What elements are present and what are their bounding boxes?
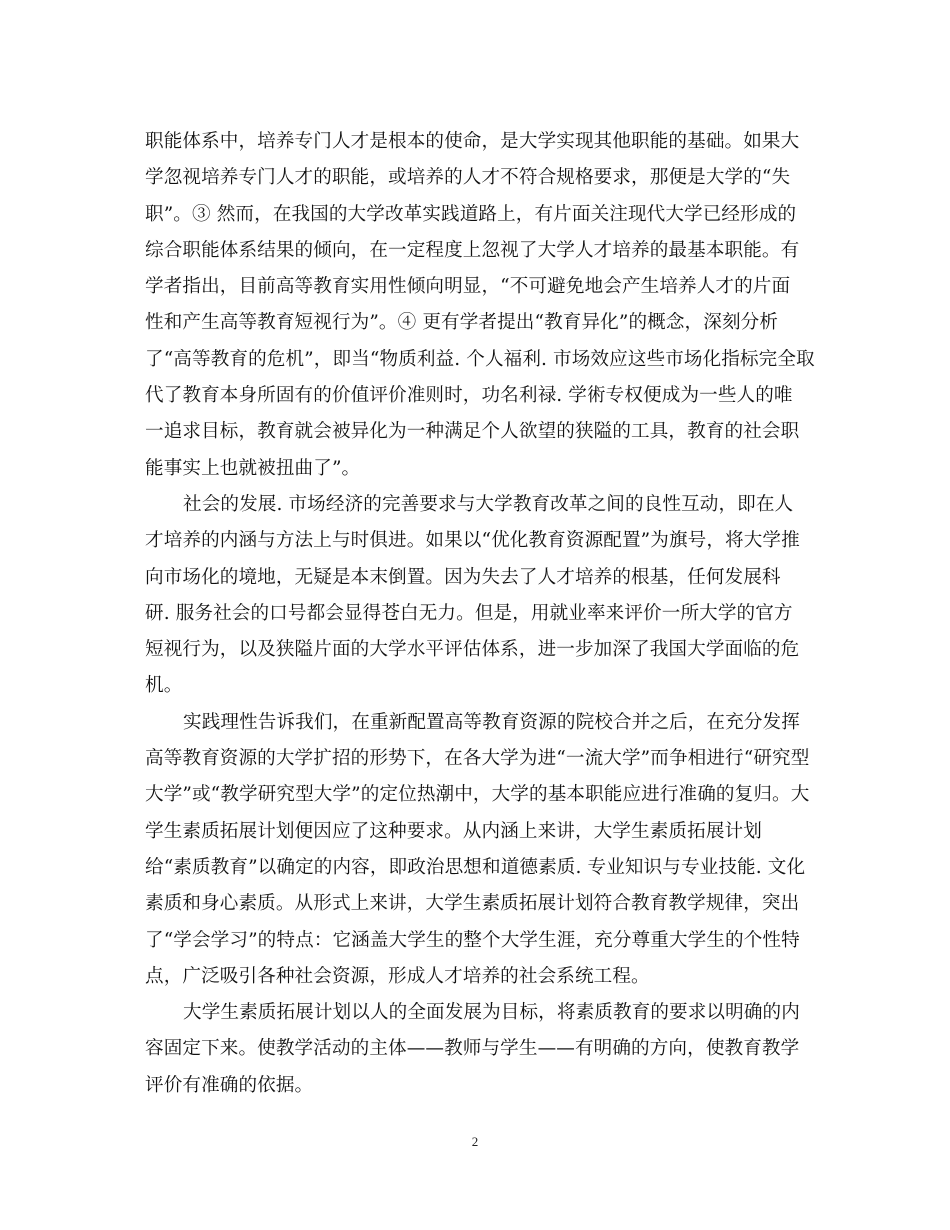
- text-line: 学生素质拓展计划便因应了这种要求。从内涵上来讲，大学生素质拓展计划: [145, 820, 762, 842]
- text-line: 给“素质教育”以确定的内容，即政治思想和道德素质. 专业知识与专业技能. 文化: [145, 856, 806, 878]
- text-line: 职能体系中，培养专门人才是根本的使命，是大学实现其他职能的基础。如果大: [145, 131, 800, 152]
- text-line: 一追求目标，教育就会被异化为一种满足个人欲望的狭隘的工具，教育的社会职: [145, 421, 800, 443]
- text-line: 学忽视培养专门人才的职能，或培养的人才不符合规格要求，那便是大学的“失: [145, 167, 791, 189]
- text-line: 评价有准确的依据。: [145, 1074, 314, 1096]
- text-line: 大学生素质拓展计划以人的全面发展为目标，将素质教育的要求以明确的内: [183, 1002, 800, 1024]
- text-line: 社会的发展. 市场经济的完善要求与大学教育改革之间的良性互动，即在人: [183, 493, 794, 515]
- text-line: 机。: [145, 675, 183, 697]
- text-line: 代了教育本身所固有的价值评价准则时，功名利禄. 学術专权便成为一些人的唯: [145, 385, 793, 407]
- text-line: 点，广泛吸引各种社会资源，形成人才培养的社会系统工程。: [145, 965, 650, 987]
- text-line: 才培养的内涵与方法上与时俱进。如果以“优化教育资源配置”为旗号，将大学推: [145, 530, 800, 552]
- text-line: 向市场化的境地，无疑是本末倒置。因为失去了人才培养的根基，任何发展科: [145, 566, 781, 588]
- text-line: 职”。③ 然而，在我国的大学改革实践道路上，有片面关注现代大学已经形成的: [145, 203, 797, 225]
- text-line: 性和产生高等教育短视行为”。④ 更有学者提出“教育异化”的概念，深刻分析: [145, 312, 779, 334]
- text-line: 高等教育资源的大学扩招的形势下，在各大学为进“一流大学”而争相进行“研究型: [145, 748, 810, 770]
- body-text: [145, 124, 815, 1104]
- text-line: 了“高等教育的危机”，即当“物质利益. 个人福利. 市场效应这些市场化指标完全取: [145, 348, 815, 370]
- text-line: 容固定下来。使教学活动的主体——教师与学生——有明确的方向，使教育教学: [145, 1038, 800, 1060]
- paragraph-4: [145, 995, 810, 1104]
- page-number: 2: [471, 1134, 479, 1149]
- text-line: 了“学会学习”的特点：它涵盖大学生的整个大学生涯，充分尊重大学生的个性特: [145, 929, 800, 951]
- paragraph-1: [145, 124, 815, 487]
- text-line: 大学”或“教学研究型大学”的定位热潮中，大学的基本职能应进行准确的复归。大: [145, 784, 810, 806]
- text-line: 短视行为，以及狭隘片面的大学水平评估体系，进一步加深了我国大学面临的危: [145, 639, 800, 661]
- text-line: 研. 服务社会的口号都会显得苍白无力。但是，用就业率来评价一所大学的官方: [145, 602, 793, 624]
- text-line: 能事实上也就被扭曲了”。: [145, 457, 361, 479]
- text-line: 学者指出，目前高等教育实用性倾向明显，“不可避免地会产生培养人才的片面: [145, 276, 791, 298]
- text-line: 实践理性告诉我们，在重新配置高等教育资源的院校合并之后，在充分发挥: [183, 711, 800, 733]
- paragraph-2: [145, 487, 810, 705]
- text-line: 综合职能体系结果的倾向，在一定程度上忽视了大学人才培养的最基本职能。有: [145, 239, 800, 261]
- paragraph-3: [145, 705, 810, 995]
- text-line: 素质和身心素质。从形式上来讲，大学生素质拓展计划符合教育教学规律，突出: [145, 893, 800, 915]
